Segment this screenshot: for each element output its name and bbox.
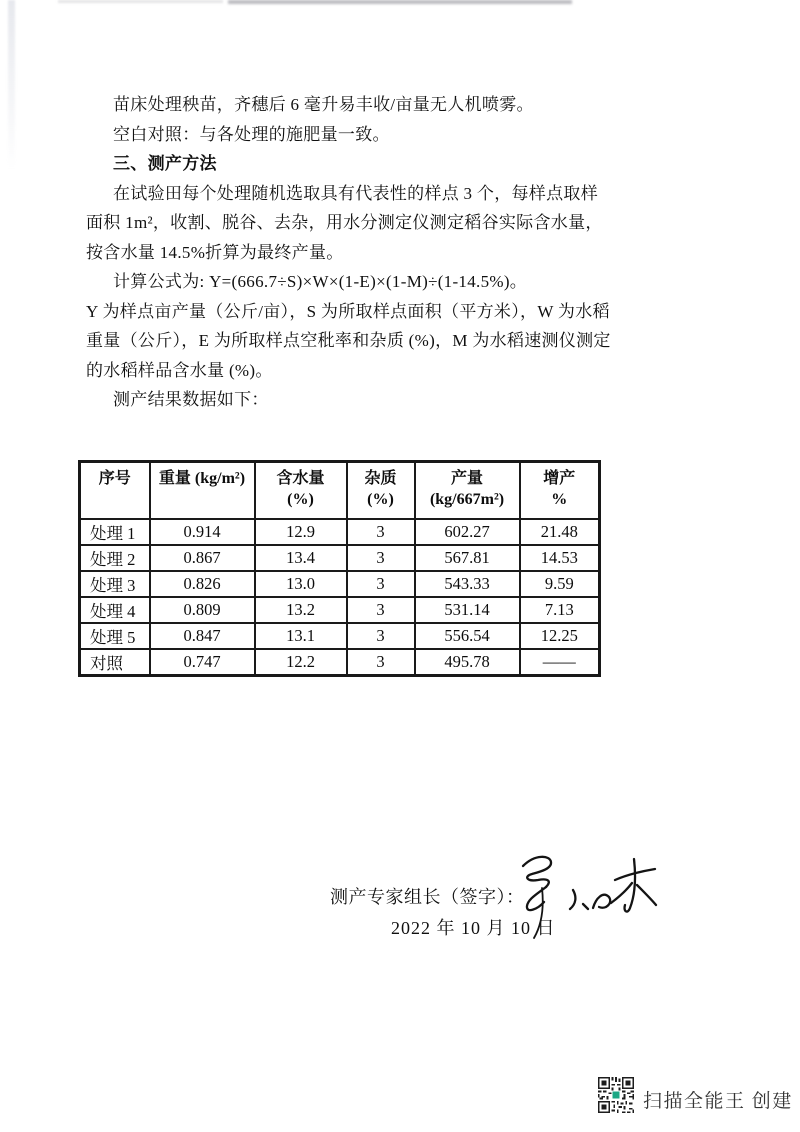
table-cell: 14.53 — [520, 545, 600, 571]
body-line: 苗床处理秧苗，齐穗后 6 毫升易丰收/亩量无人机喷雾。 — [113, 95, 534, 114]
table-cell: 3 — [347, 571, 415, 597]
table-header-cell — [80, 462, 150, 520]
table-cell: 处理 5 — [80, 623, 150, 649]
body-line: 在试验田每个处理随机选取具有代表性的样点 3 个，每样点取样 — [113, 183, 598, 203]
section-heading: 三、测产方法 — [113, 154, 217, 173]
yield-results-table — [78, 460, 601, 677]
header-label: 杂质 — [364, 470, 397, 487]
header-label: 产量 — [450, 470, 483, 487]
table-cell: 556.54 — [415, 623, 520, 649]
table-cell: 处理 2 — [80, 545, 150, 571]
table-header-cell — [415, 462, 520, 520]
document-body — [86, 90, 612, 415]
signature-label: 测产专家组长（签字）： — [330, 887, 525, 907]
formula-line: 计算公式为: Y=(666.7÷S)×W×(1-E)×(1-M)÷(1-14.5%)。 — [113, 272, 528, 291]
table-cell: 13.2 — [255, 597, 347, 623]
table-cell: 495.78 — [415, 649, 520, 676]
header-sublabel: (%) — [367, 491, 394, 508]
table-cell: 12.9 — [255, 519, 347, 545]
table-cell: 处理 1 — [80, 519, 150, 545]
table-cell: 3 — [347, 597, 415, 623]
table-cell: 0.809 — [150, 597, 255, 623]
body-line: 测产结果数据如下： — [113, 390, 269, 409]
qr-logo — [613, 1092, 620, 1099]
body-line: 的水稻样品含水量 (%)。 — [86, 360, 273, 380]
body-line: Y 为样点亩产量（公斤/亩），S 为所取样点面积（平方米），W 为水稻 — [86, 301, 610, 321]
table-cell: 0.867 — [150, 545, 255, 571]
table-header-cell — [255, 462, 347, 520]
table-header-cell — [150, 462, 255, 520]
table-cell: 9.59 — [520, 571, 600, 597]
table-cell: 3 — [347, 649, 415, 676]
table-cell: —— — [520, 649, 600, 676]
table-cell: 0.826 — [150, 571, 255, 597]
table-row — [80, 623, 600, 649]
qr-code-icon — [598, 1077, 634, 1113]
header-label: 含水量 — [276, 470, 325, 487]
scan-edge-artifact-light — [58, 0, 223, 3]
table-cell: 531.14 — [415, 597, 520, 623]
table-header-cell — [520, 462, 600, 520]
header-label: 增产 — [543, 470, 576, 487]
table-cell: 0.914 — [150, 519, 255, 545]
table-cell: 21.48 — [520, 519, 600, 545]
signature-scribble — [503, 846, 663, 946]
table-cell: 567.81 — [415, 545, 520, 571]
header-label: 序号 — [98, 470, 131, 487]
table-row — [80, 519, 600, 545]
scan-edge-artifact — [228, 0, 572, 4]
table-row — [80, 571, 600, 597]
table-row — [80, 649, 600, 676]
body-line: 面积 1m²，收割、脱谷、去杂，用水分测定仪测定稻谷实际含水量， — [86, 213, 603, 232]
table-cell: 0.747 — [150, 649, 255, 676]
header-label: 重量 (kg/m²) — [158, 470, 246, 487]
table-cell: 602.27 — [415, 519, 520, 545]
header-sublabel: (kg/667m²) — [429, 491, 505, 508]
table-cell: 7.13 — [520, 597, 600, 623]
header-sublabel: (%) — [287, 491, 314, 508]
table-cell: 12.25 — [520, 623, 600, 649]
table-cell: 3 — [347, 519, 415, 545]
table-cell: 0.847 — [150, 623, 255, 649]
table-cell: 3 — [347, 623, 415, 649]
table-cell: 3 — [347, 545, 415, 571]
table-cell: 13.0 — [255, 571, 347, 597]
table-row — [80, 545, 600, 571]
body-line: 重量（公斤），E 为所取样点空秕率和杂质 (%)，M 为水稻速测仪测定 — [86, 331, 611, 350]
table-cell: 对照 — [80, 649, 150, 676]
header-sublabel: % — [551, 491, 568, 508]
table-cell: 处理 3 — [80, 571, 150, 597]
table-row — [80, 597, 600, 623]
table-header-row — [80, 462, 600, 520]
scan-left-shadow — [8, 0, 15, 170]
body-line: 空白对照：与各处理的施肥量一致。 — [113, 124, 390, 144]
table-cell: 处理 4 — [80, 597, 150, 623]
body-line: 按含水量 14.5%折算为最终产量。 — [86, 242, 344, 262]
table-cell: 13.1 — [255, 623, 347, 649]
table-header-cell — [347, 462, 415, 520]
table-cell: 543.33 — [415, 571, 520, 597]
watermark-text: 扫描全能王 创建 — [643, 1091, 793, 1112]
table-cell: 13.4 — [255, 545, 347, 571]
signature-date: 2022 年 10 月 10 日 — [391, 918, 556, 938]
table-cell: 12.2 — [255, 649, 347, 676]
